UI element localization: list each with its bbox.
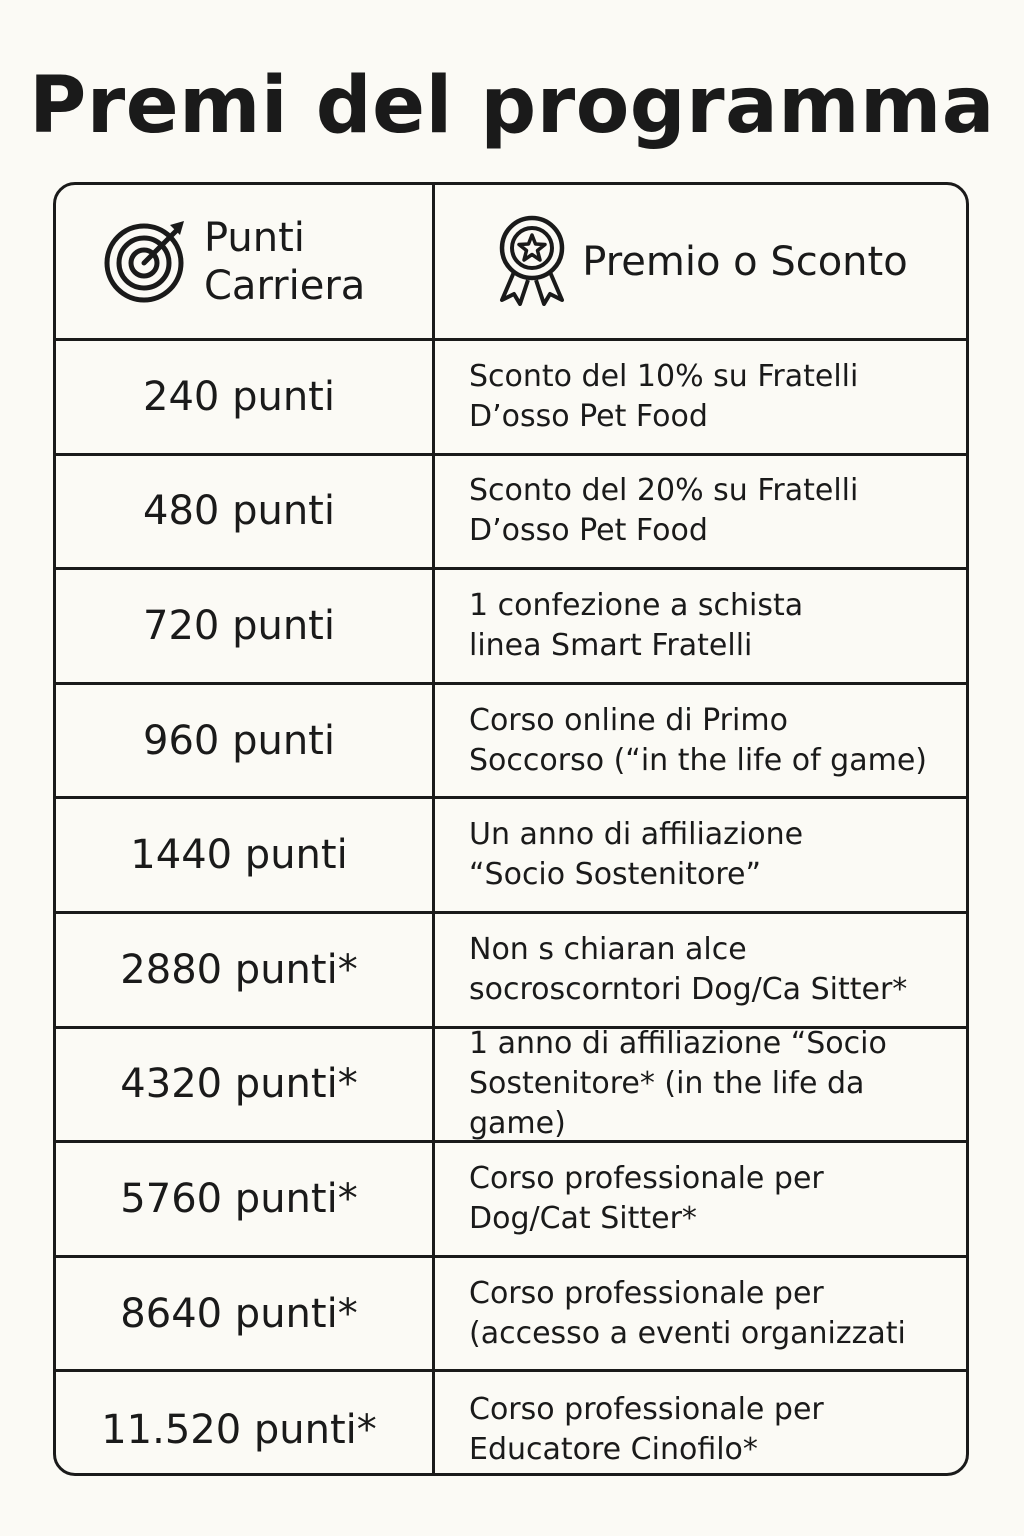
page-title: Premi del programma <box>29 61 995 151</box>
table-row <box>56 456 966 571</box>
reward-cell: Corso online di Primo Soccorso (“in the life of game) <box>469 702 927 778</box>
points-cell: 4320 punti* <box>120 1061 358 1108</box>
rewards-table <box>53 182 969 1476</box>
table-row <box>56 799 966 914</box>
reward-cell: Corso professionale per Educatore Cinofilo* <box>469 1391 824 1467</box>
points-cell: 1440 punti <box>130 832 348 879</box>
table-row <box>56 570 966 685</box>
target-icon <box>104 217 190 307</box>
points-cell: 8640 punti* <box>120 1290 358 1337</box>
award-ribbon-icon <box>496 214 568 310</box>
table-row <box>56 1258 966 1373</box>
points-cell: 960 punti <box>143 717 335 764</box>
reward-cell: Corso professionale per (accesso a eventi organizzati <box>469 1275 906 1351</box>
table-row <box>56 685 966 800</box>
table-row <box>56 1026 966 1144</box>
reward-cell: 1 anno di affiliazione “Socio Sostenitore* (in the life da game) <box>469 1026 887 1142</box>
reward-cell: 1 confezione a schista linea Smart Fratelli <box>469 587 804 663</box>
table-row <box>56 1143 966 1258</box>
header-points-cell <box>56 185 432 338</box>
header-points-label: Punti Carriera <box>204 214 366 309</box>
reward-cell: Sconto del 20% su Fratelli D’osso Pet Food <box>469 473 859 549</box>
table-header <box>56 185 966 341</box>
points-cell: 2880 punti* <box>120 946 358 993</box>
table-row <box>56 341 966 456</box>
header-reward-cell <box>435 185 969 338</box>
reward-cell: Sconto del 10% su Fratelli D’osso Pet Food <box>469 358 859 434</box>
points-cell: 5760 punti* <box>120 1175 358 1222</box>
reward-cell: Non s chiaran alce socroscorntori Dog/Ca Sitter* <box>469 931 908 1007</box>
table-row <box>56 1372 966 1476</box>
table-row <box>56 914 966 1029</box>
points-cell: 11.520 punti* <box>101 1406 377 1453</box>
points-cell: 240 punti <box>143 373 335 420</box>
reward-cell: Corso professionale per Dog/Cat Sitter* <box>469 1160 824 1236</box>
table-body <box>56 341 966 1476</box>
header-reward-label: Premio o Sconto <box>582 238 908 285</box>
reward-cell: Un anno di affiliazione “Socio Sostenitore” <box>469 817 804 893</box>
points-cell: 480 punti <box>143 488 335 535</box>
points-cell: 720 punti <box>143 602 335 649</box>
